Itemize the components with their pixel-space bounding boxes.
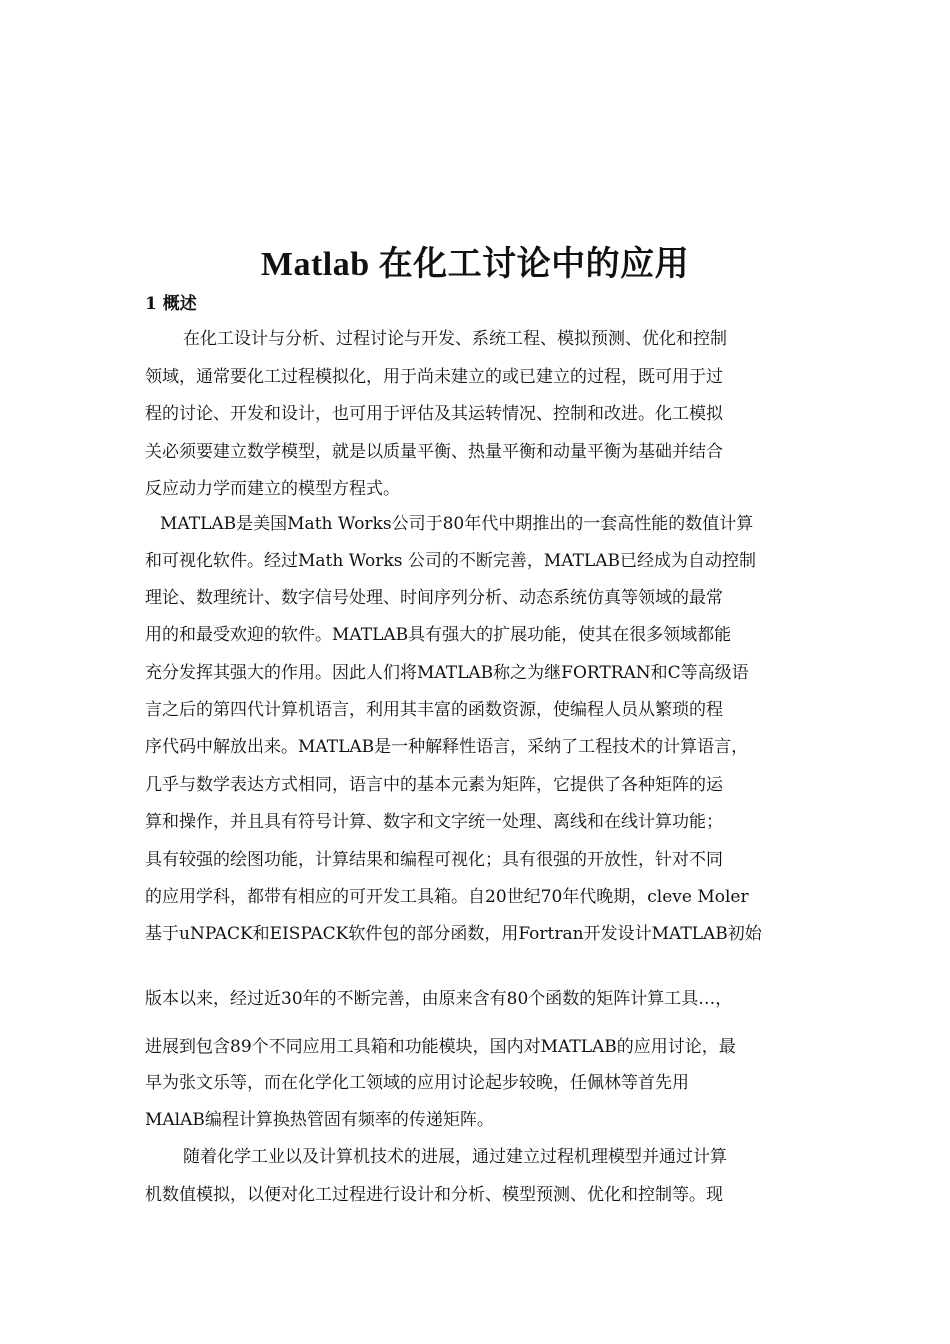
paragraph-line: 关必须要建立数学模型，就是以质量平衡、热量平衡和动量平衡为基础并结合	[145, 442, 723, 462]
paragraph-line: 程的讨论、开发和设计，也可用于评估及其运转情况、控制和改进。化工模拟	[145, 404, 723, 424]
paragraph-line: 序代码中解放出来。MATLAB是一种解释性语言，采纳了工程技术的计算语言，	[145, 737, 749, 757]
paragraph-line: 充分发挥其强大的作用。因此人们将MATLAB称之为继FORTRAN和C等高级语	[145, 663, 749, 683]
section-heading: 1 概述	[145, 294, 197, 314]
paragraph-line: 用的和最受欢迎的软件。MATLAB具有强大的扩展功能，使其在很多领域都能	[145, 625, 732, 645]
paragraph-line: MAlAB编程计算换热管固有频率的传递矩阵。	[145, 1110, 494, 1130]
paragraph-line: MATLAB是美国Math Works公司于80年代中期推出的一套高性能的数值计算	[160, 514, 754, 534]
paragraph-line: 随着化学工业以及计算机技术的进展，通过建立过程机理模型并通过计算	[183, 1147, 727, 1167]
paragraph-line: 理论、数理统计、数字信号处理、时间序列分析、动态系统仿真等领域的最常	[145, 588, 723, 608]
paragraph-line: 早为张文乐等，而在化学化工领域的应用讨论起步较晚，任佩林等首先用	[145, 1073, 689, 1093]
paragraph-line: 几乎与数学表达方式相同，语言中的基本元素为矩阵，它提供了各种矩阵的运	[145, 775, 723, 795]
paragraph-line: 领域，通常要化工过程模拟化，用于尚未建立的或已建立的过程，既可用于过	[145, 367, 723, 387]
paragraph-line: 反应动力学而建立的模型方程式。	[145, 479, 400, 499]
paragraph-line: 进展到包含89个不同应用工具箱和功能模块，国内对MATLAB的应用讨论，最	[145, 1037, 736, 1057]
paragraph-line: 基于uNPACK和EISPACK软件包的部分函数，用Fortran开发设计MATLAB初始	[145, 924, 762, 944]
paragraph-line: 在化工设计与分析、过程讨论与开发、系统工程、模拟预测、优化和控制	[183, 329, 727, 349]
paragraph-line: 言之后的第四代计算机语言，利用其丰富的函数资源，使编程人员从繁琐的程	[145, 700, 723, 720]
paragraph-line: 机数值模拟，以便对化工过程进行设计和分析、模型预测、优化和控制等。现	[145, 1185, 723, 1205]
document-title: Matlab 在化工讨论中的应用	[260, 246, 690, 283]
paragraph-line: 和可视化软件。经过Math Works 公司的不断完善，MATLAB已经成为自动控制	[145, 551, 756, 571]
paragraph-line: 算和操作，并且具有符号计算、数字和文字统一处理、离线和在线计算功能；	[145, 812, 723, 832]
paragraph-line: 版本以来，经过近30年的不断完善，由原来含有80个函数的矩阵计算工具…，	[145, 989, 733, 1009]
paragraph-line: 的应用学科，都带有相应的可开发工具箱。自20世纪70年代晚期，cleve Moler	[145, 887, 749, 907]
paragraph-line: 具有较强的绘图功能，计算结果和编程可视化；具有很强的开放性，针对不同	[145, 850, 723, 870]
